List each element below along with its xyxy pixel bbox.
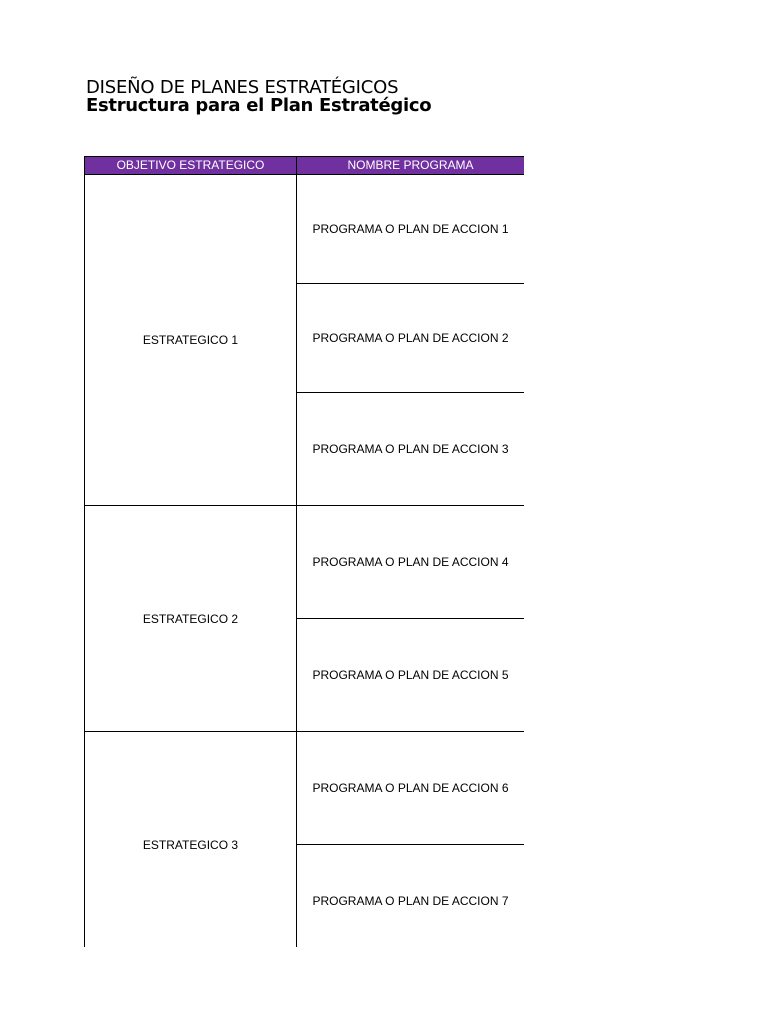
strategic-plan-sheet bbox=[84, 156, 524, 947]
strategic-plan-table bbox=[84, 156, 524, 947]
table-row bbox=[85, 175, 525, 284]
objective-cell-1: ESTRATEGICO 1 bbox=[85, 175, 297, 506]
objective-cell-2: ESTRATEGICO 2 bbox=[85, 506, 297, 732]
objective-cell-3: ESTRATEGICO 3 bbox=[85, 732, 297, 948]
table-row bbox=[85, 506, 525, 619]
program-cell-3: PROGRAMA O PLAN DE ACCION 3 bbox=[297, 393, 525, 506]
program-cell-4: PROGRAMA O PLAN DE ACCION 4 bbox=[297, 506, 525, 619]
program-cell-6: PROGRAMA O PLAN DE ACCION 6 bbox=[297, 732, 525, 845]
program-cell-7: PROGRAMA O PLAN DE ACCION 7 bbox=[297, 845, 525, 948]
program-cell-5: PROGRAMA O PLAN DE ACCION 5 bbox=[297, 619, 525, 732]
program-cell-1: PROGRAMA O PLAN DE ACCION 1 bbox=[297, 175, 525, 284]
program-cell-2: PROGRAMA O PLAN DE ACCION 2 bbox=[297, 284, 525, 393]
header-objetivo-estrategico: OBJETIVO ESTRATEGICO bbox=[85, 157, 297, 175]
document-title: DISEÑO DE PLANES ESTRATÉGICOS bbox=[86, 77, 399, 98]
document-subtitle: Estructura para el Plan Estratégico bbox=[86, 95, 432, 116]
header-nombre-programa: NOMBRE PROGRAMA bbox=[297, 157, 525, 175]
table-row bbox=[85, 732, 525, 845]
table-header-row bbox=[85, 157, 525, 175]
